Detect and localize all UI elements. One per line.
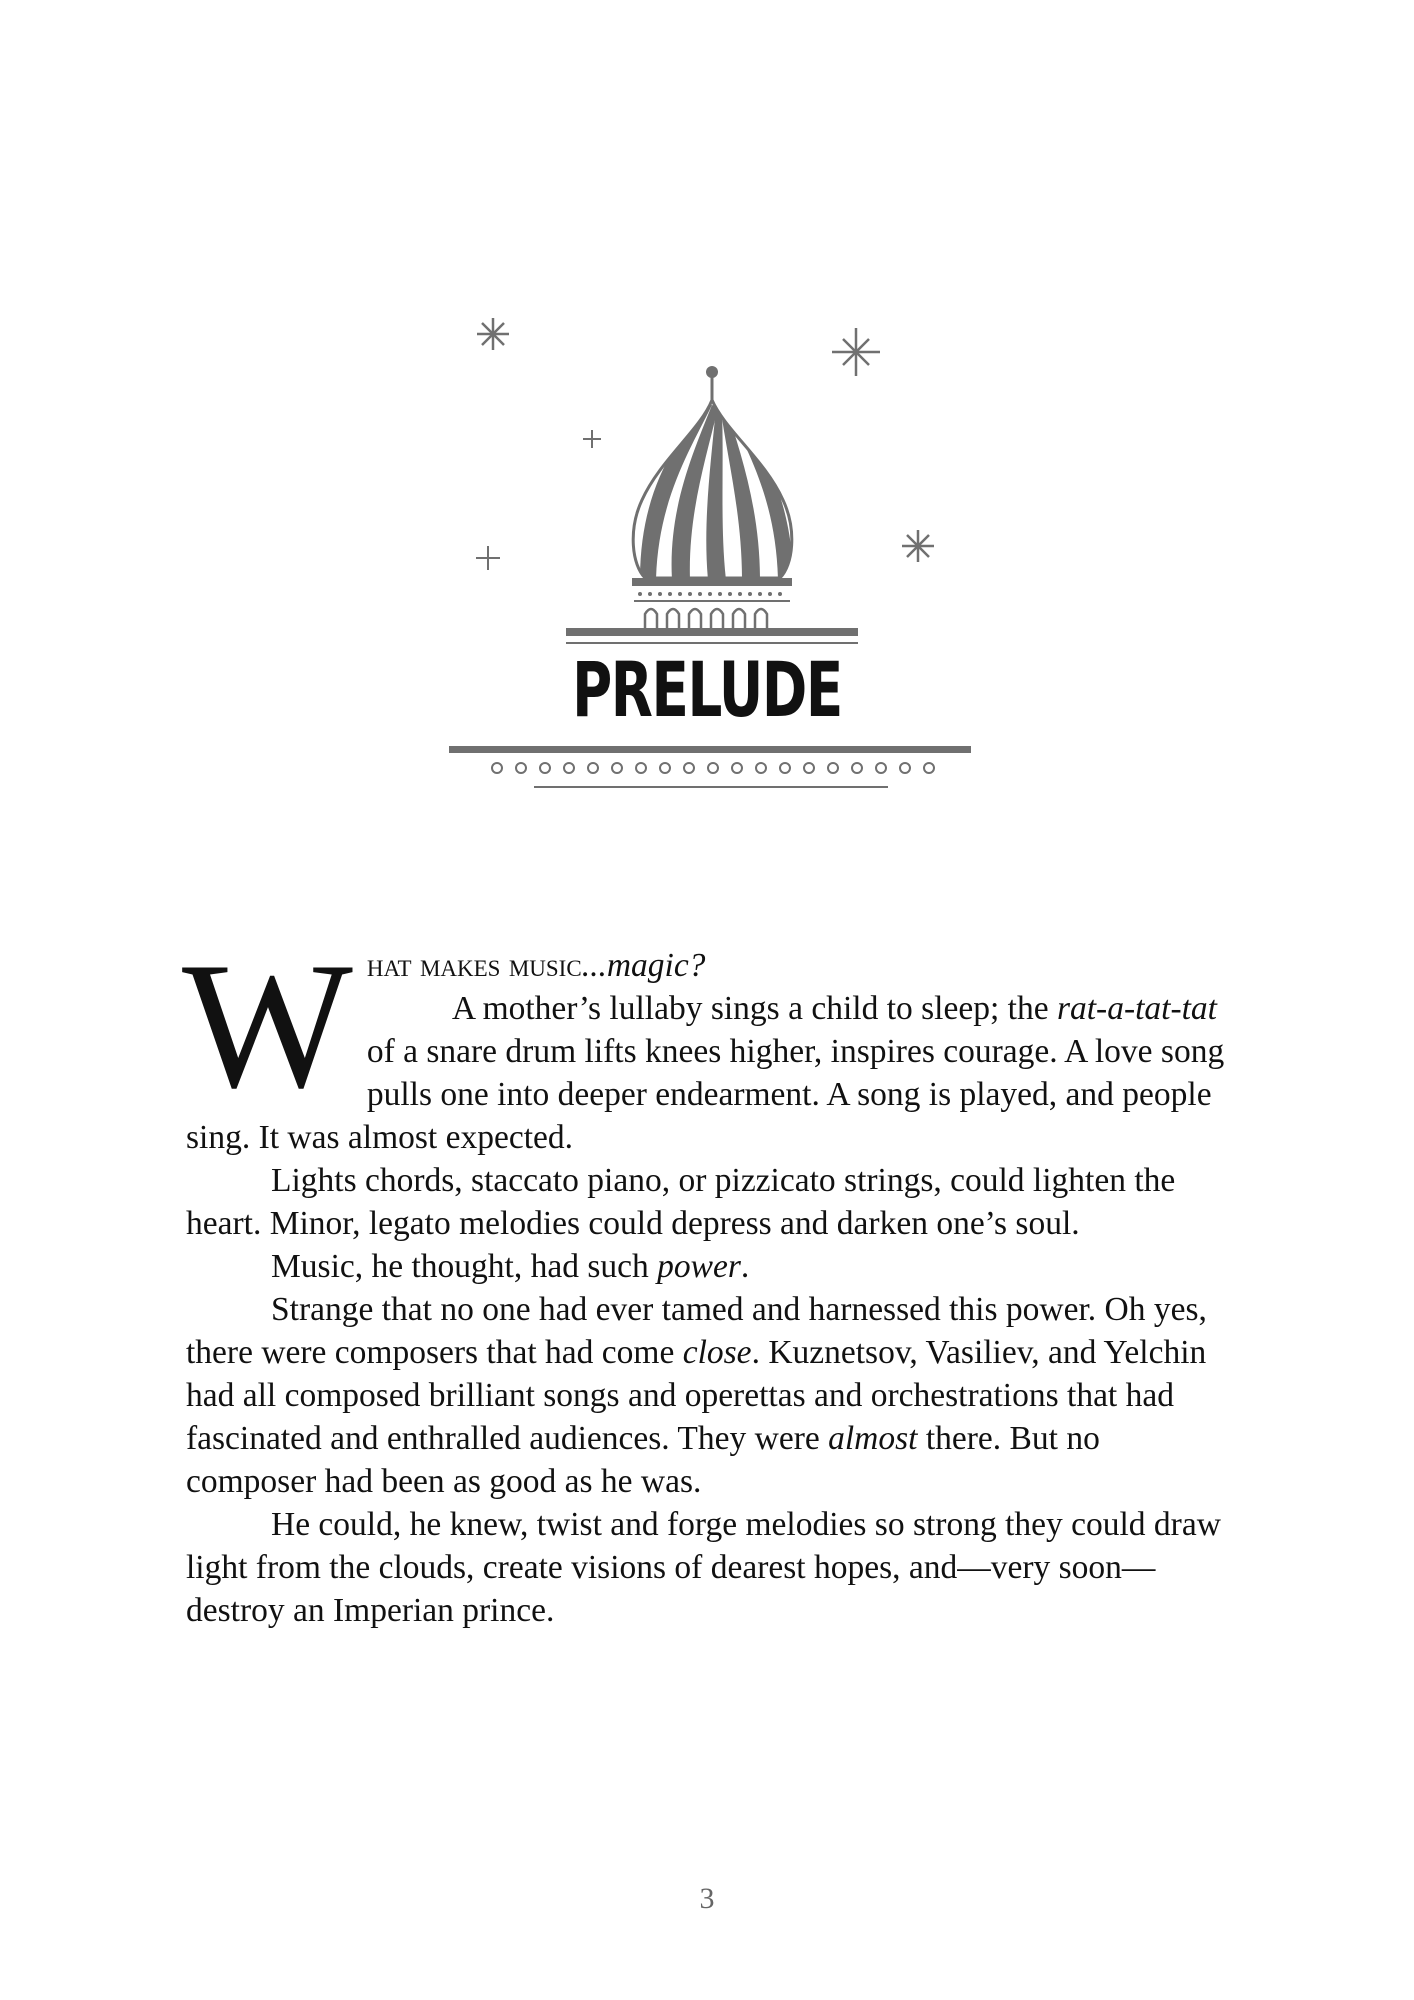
lead-in-smallcaps: hat makes music xyxy=(366,947,582,984)
text-run: there. But no composer had been as good as he was. xyxy=(186,1420,1100,1500)
paragraph xyxy=(182,926,1236,1159)
text-run-italic: almost xyxy=(828,1420,918,1457)
sparkle-star-icon xyxy=(832,328,880,376)
paragraph xyxy=(186,1245,1236,1288)
text-run: A mother’s lullaby sings a child to sleep; the xyxy=(451,990,1057,1027)
text-run-italic: close xyxy=(682,1334,752,1371)
sparkle-star-icon xyxy=(477,318,509,350)
paragraph xyxy=(186,1288,1236,1503)
page-number: 3 xyxy=(699,1882,715,1915)
sparkle-star-icon xyxy=(583,430,601,448)
text-run: Strange that no one had ever tamed and harnessed this power. Oh yes, there were composers that had come xyxy=(186,1291,1207,1371)
chapter-body xyxy=(182,926,1236,1632)
chapter-title: PRELUDE xyxy=(572,645,842,734)
sparkle-star-icon xyxy=(476,546,500,570)
sparkle-star-icon xyxy=(902,530,934,562)
drop-cap: W xyxy=(182,926,353,1126)
text-run: . Kuznetsov, Vasiliev, and Yelchin had all composed brilliant songs and operettas and orchestrations that had fascinated and enthralled audiences. They were xyxy=(186,1334,1207,1457)
text-run: of a snare drum lifts knees higher, inspires courage. A love song pulls one into deeper endearment. A song is played, and people sing. It was almost expected. xyxy=(186,1033,1225,1156)
lead-in-italic: ...magic? xyxy=(581,947,706,984)
text-run: Music, he thought, had such xyxy=(271,1248,658,1285)
text-run-italic: power xyxy=(657,1248,741,1285)
onion-dome-icon xyxy=(633,400,794,580)
text-run: . xyxy=(740,1248,750,1285)
paragraph: Lights chords, staccato piano, or pizzicato strings, could lighten the heart. Minor, legato melodies could depress and darken one’s soul. xyxy=(186,1162,1176,1242)
text-run-italic: rat-a-tat-tat xyxy=(1056,990,1217,1027)
paragraph: He could, he knew, twist and forge melodies so strong they could draw light from the clouds, create visions of dearest hopes, and—very soon—destroy an Imperian prince. xyxy=(186,1506,1221,1629)
